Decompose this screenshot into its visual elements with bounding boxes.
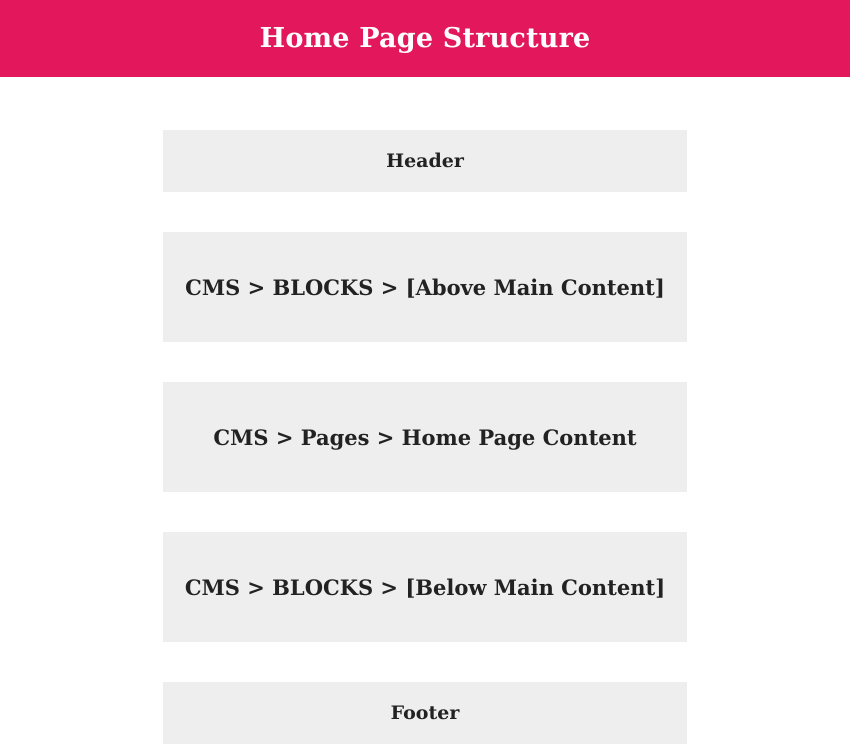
page-header — [0, 0, 850, 77]
structure-block-above-main-content — [163, 232, 687, 342]
structure-block-below-main-content — [163, 532, 687, 642]
structure-block-label: Footer — [390, 702, 460, 724]
structure-block-label: CMS > BLOCKS > [Above Main Content] — [185, 274, 665, 300]
structure-block-label: Header — [386, 150, 464, 172]
structure-diagram — [0, 77, 850, 744]
structure-block-header — [163, 130, 687, 192]
page-title: Home Page Structure — [259, 23, 591, 54]
structure-block-footer — [163, 682, 687, 744]
structure-block-home-page-content — [163, 382, 687, 492]
structure-block-label: CMS > Pages > Home Page Content — [213, 424, 637, 450]
structure-block-label: CMS > BLOCKS > [Below Main Content] — [184, 574, 666, 600]
